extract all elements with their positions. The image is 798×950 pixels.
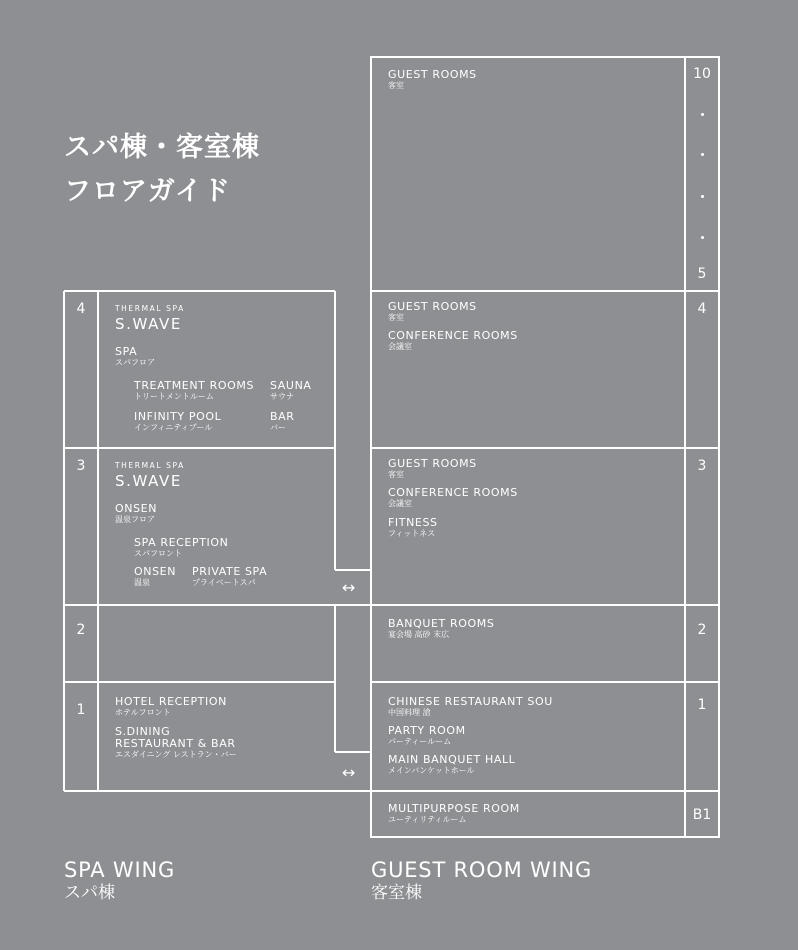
main-banquet-hall-1: [388, 754, 515, 776]
spa-brand-3: [115, 461, 185, 490]
party-room-jp: パーティールーム: [388, 737, 452, 746]
floor-label-3: 3: [697, 458, 707, 474]
guest-rooms-jp: 客室: [388, 81, 404, 90]
private-spa-en: PRIVATE SPA: [192, 565, 268, 578]
sauna-4: [270, 380, 312, 402]
main-banquet-hall-jp: メインバンケットホール: [388, 766, 475, 775]
onsen-floor-3: [115, 503, 157, 525]
private-spa-3: [192, 566, 267, 588]
multipurpose-room-b1: [388, 803, 520, 825]
floor-dot: [701, 153, 704, 156]
treatment-rooms-4: [134, 380, 254, 402]
connector-arrow-1f: ↔: [342, 763, 356, 782]
conference-rooms-jp: 会議室: [388, 499, 412, 508]
guest-rooms-3: [388, 458, 477, 480]
spa-reception-en: SPA RECEPTION: [134, 536, 229, 549]
guide-title-line1: スパ棟・客室棟: [64, 132, 260, 163]
spa-reception-3: [134, 537, 228, 559]
floor-label-2: 2: [697, 622, 707, 638]
treatment-rooms-jp: トリートメントルーム: [134, 392, 214, 401]
guest-rooms-10-5: [388, 69, 477, 91]
onsen2-en: ONSEN: [134, 565, 177, 578]
spa-en: SPA: [115, 345, 138, 358]
guest-rooms-en: GUEST ROOMS: [388, 68, 477, 81]
guest-rooms-jp: 客室: [388, 313, 404, 322]
floor-label-4: 4: [697, 301, 707, 317]
conference-rooms-3: [388, 487, 518, 509]
guest-room-wing-jp: 客室棟: [371, 883, 422, 903]
floor-label-5: 5: [697, 266, 707, 282]
chinese-restaurant-en: CHINESE RESTAURANT SOU: [388, 695, 553, 708]
bar-jp: バー: [270, 423, 286, 432]
sauna-en: SAUNA: [270, 379, 312, 392]
s-dining-en: S.DINING: [115, 725, 171, 738]
onsen-en: ONSEN: [115, 502, 158, 515]
spa-floor-label-1: 1: [76, 702, 86, 718]
floor-dot: [701, 113, 704, 116]
floor-dot: [701, 195, 704, 198]
party-room-1: [388, 725, 466, 747]
guest-room-wing-en: GUEST ROOM WING: [371, 858, 593, 882]
spa-brand-4: [115, 304, 185, 333]
guest-rooms-en: GUEST ROOMS: [388, 457, 477, 470]
chinese-restaurant-1: [388, 696, 553, 718]
hotel-reception-jp: ホテルフロント: [115, 708, 171, 717]
hotel-reception-en: HOTEL RECEPTION: [115, 695, 227, 708]
spa-wing-en: SPA WING: [64, 858, 176, 882]
guest-rooms-en: GUEST ROOMS: [388, 300, 477, 313]
fitness-jp: フィットネス: [388, 529, 436, 538]
conference-rooms-en: CONFERENCE ROOMS: [388, 486, 518, 499]
spa-jp: スパフロア: [115, 358, 155, 367]
sauna-jp: サウナ: [270, 392, 294, 401]
guide-title-line2: フロアガイド: [64, 176, 231, 207]
fitness-en: FITNESS: [388, 516, 438, 529]
spa-floor-label-2: 2: [76, 622, 86, 638]
spa-floor-label-4: 4: [76, 301, 86, 317]
onsen-3: [134, 566, 176, 588]
banquet-rooms-jp: 宴会場 高砂 末広: [388, 630, 450, 639]
connector-arrow-3f: ↔: [342, 578, 356, 597]
guest-rooms-4: [388, 301, 477, 323]
conference-rooms-4: [388, 330, 518, 352]
swave-logo-text: S.WAVE: [115, 472, 182, 490]
banquet-rooms-2: [388, 618, 494, 640]
bar-4: [270, 411, 295, 433]
onsen2-jp: 温泉: [134, 578, 150, 587]
onsen-jp: 温泉フロア: [115, 515, 155, 524]
banquet-rooms-en: BANQUET ROOMS: [388, 617, 495, 630]
thermal-spa-label: THERMAL SPA: [115, 304, 185, 313]
spa-floor-label-3: 3: [76, 458, 86, 474]
infinity-pool-en: INFINITY POOL: [134, 410, 222, 423]
restaurant-bar-en: RESTAURANT & BAR: [115, 737, 236, 750]
spa-wing-label: [64, 858, 175, 904]
s-dining-1: [115, 726, 237, 760]
private-spa-jp: プライベートスパ: [192, 578, 256, 587]
multipurpose-room-en: MULTIPURPOSE ROOM: [388, 802, 520, 815]
floor-label-1: 1: [697, 697, 707, 713]
spa-wing-jp: スパ棟: [64, 883, 115, 903]
guest-room-wing-label: [371, 858, 592, 904]
treatment-rooms-en: TREATMENT ROOMS: [134, 379, 255, 392]
conference-rooms-jp: 会議室: [388, 342, 412, 351]
multipurpose-room-jp: ユーティリティルーム: [388, 815, 467, 824]
spa-reception-jp: スパフロント: [134, 549, 182, 558]
floor-label-b1: B1: [692, 807, 712, 823]
floor-dot: [701, 236, 704, 239]
chinese-restaurant-jp: 中国料理 滄: [388, 708, 431, 717]
bar-en: BAR: [270, 410, 295, 423]
floor-label-10: 10: [693, 66, 711, 82]
infinity-pool-jp: インフィニティプール: [134, 423, 213, 432]
infinity-pool-4: [134, 411, 221, 433]
guest-rooms-jp: 客室: [388, 470, 404, 479]
swave-logo-text: S.WAVE: [115, 315, 182, 333]
hotel-reception-1: [115, 696, 227, 718]
conference-rooms-en: CONFERENCE ROOMS: [388, 329, 518, 342]
fitness-3: [388, 517, 438, 539]
spa-floor-4: [115, 346, 155, 368]
s-dining-jp: エスダイニング レストラン・バー: [115, 750, 237, 759]
party-room-en: PARTY ROOM: [388, 724, 466, 737]
main-banquet-hall-en: MAIN BANQUET HALL: [388, 753, 516, 766]
thermal-spa-label: THERMAL SPA: [115, 461, 185, 470]
